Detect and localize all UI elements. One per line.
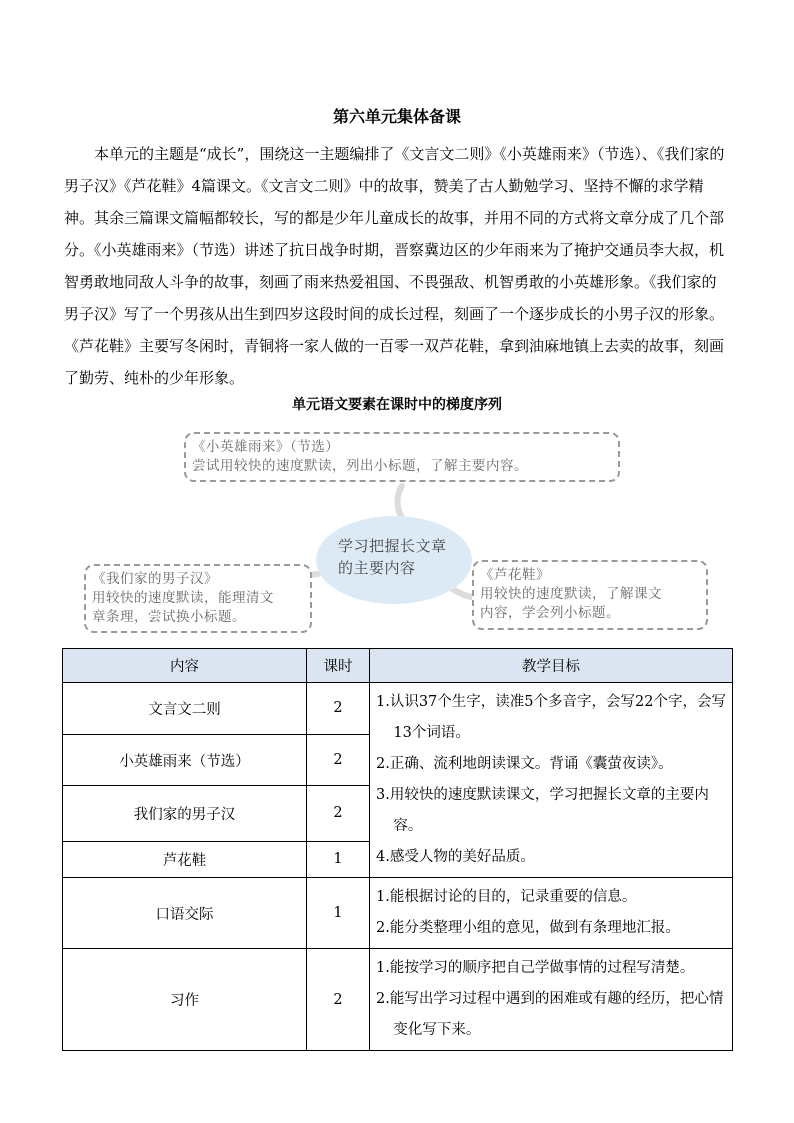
- row-hours: 2: [307, 786, 370, 841]
- table-row: [63, 949, 733, 1051]
- row-hours: 2: [307, 734, 370, 786]
- writing-goals-cell: [370, 949, 733, 1051]
- row-content: 口语交际: [63, 878, 307, 949]
- goal-item: 3.用较快的速度默读课文，学习把握长文章的主要内容。: [376, 787, 709, 834]
- row-content: 习作: [63, 949, 307, 1051]
- node-text: 用较快的速度默读，了解课文: [480, 586, 662, 602]
- center-line: 的主要内容: [338, 559, 416, 577]
- unit-introduction: 本单元的主题是“成长”，围绕这一主题编排了《文言文二则》《小英雄雨来》（节选）、《我们家的男子汉》《芦花鞋》4篇课文。《文言文二则》中的故事，赞美了古人勤勉学习、坚持不懈的求学精神。其余三篇课文篇幅都较长，写的都是少年儿童成长的故事，并用不同的方式将文章分成了几个部分。《小英雄雨来》（节选）讲述了抗日战争时期，晋察冀边区的少年雨来为了掩护交通员李大叔，机智勇敢地同敌人斗争的故事，刻画了雨来热爱祖国、不畏强敌、机智勇敢的小英雄形象。《我们家的男子汉》写了一个男孩从出生到四岁这段时间的成长过程，刻画了一个逐步成长的小男子汉的形象。《芦花鞋》主要写冬闲时，青铜将一家人做的一百零一双芦花鞋，拿到油麻地镇上去卖的故事，刻画了勤劳、纯朴的少年形象。: [64, 145, 725, 387]
- oral-goals-cell: [370, 878, 733, 949]
- node-luhuaxie: [472, 560, 708, 630]
- section-subtitle: 单元语文要素在课时中的梯度序列: [292, 397, 502, 413]
- table-row: [63, 683, 733, 735]
- goal-item: 4.感受人物的美好品质。: [376, 849, 535, 865]
- table-row: [63, 878, 733, 949]
- goal-item: 1.能根据讨论的目的，记录重要的信息。: [376, 889, 637, 905]
- reading-goals-cell: [370, 683, 733, 878]
- header-goals: 教学目标: [370, 649, 733, 683]
- teaching-plan-table: [62, 648, 733, 1051]
- node-text: 内容，学会列小标题。: [480, 605, 620, 621]
- node-women-jia-de-nanzihan: [84, 564, 312, 633]
- mind-map: [0, 424, 794, 644]
- row-content: 我们家的男子汉: [63, 786, 307, 841]
- row-hours: 1: [307, 878, 370, 949]
- page-title: 第六单元集体备课: [332, 107, 461, 126]
- node-text: 章条理，尝试换小标题。: [92, 609, 246, 625]
- row-hours: 2: [307, 949, 370, 1051]
- node-title: 《小英雄雨来》（节选）: [192, 439, 340, 455]
- goal-item: 2.能分类整理小组的意见，做到有条理地汇报。: [376, 920, 680, 936]
- row-content: 芦花鞋: [63, 841, 307, 877]
- goal-item: 1.能按学习的顺序把自己学做事情的过程写清楚。: [376, 960, 695, 976]
- row-hours: 1: [307, 841, 370, 877]
- row-content: 文言文二则: [63, 683, 307, 735]
- node-text: 尝试用较快的速度默读，列出小标题，了解主要内容。: [192, 458, 528, 474]
- row-hours: 2: [307, 683, 370, 735]
- node-title: 《芦花鞋》: [480, 567, 550, 583]
- table-header-row: [63, 649, 733, 683]
- goal-item: 1.认识37个生字，读准5个多音字，会写22个字，会写13个词语。: [376, 694, 726, 741]
- row-content: 小英雄雨来（节选）: [63, 734, 307, 786]
- node-xiaoyingxiong-yulai: [184, 432, 620, 482]
- center-line: 学习把握长文章: [338, 537, 447, 555]
- goal-item: 2.能写出学习过程中遇到的困难或有趣的经历，把心情变化写下来。: [376, 991, 724, 1038]
- header-hours: 课时: [307, 649, 370, 683]
- node-title: 《我们家的男子汉》: [92, 571, 218, 587]
- header-content: 内容: [63, 649, 307, 683]
- node-text: 用较快的速度默读，能理清文: [92, 590, 274, 606]
- central-topic-bubble: [316, 516, 472, 604]
- goal-item: 2.正确、流利地朗读课文。背诵《囊萤夜读》。: [376, 756, 673, 772]
